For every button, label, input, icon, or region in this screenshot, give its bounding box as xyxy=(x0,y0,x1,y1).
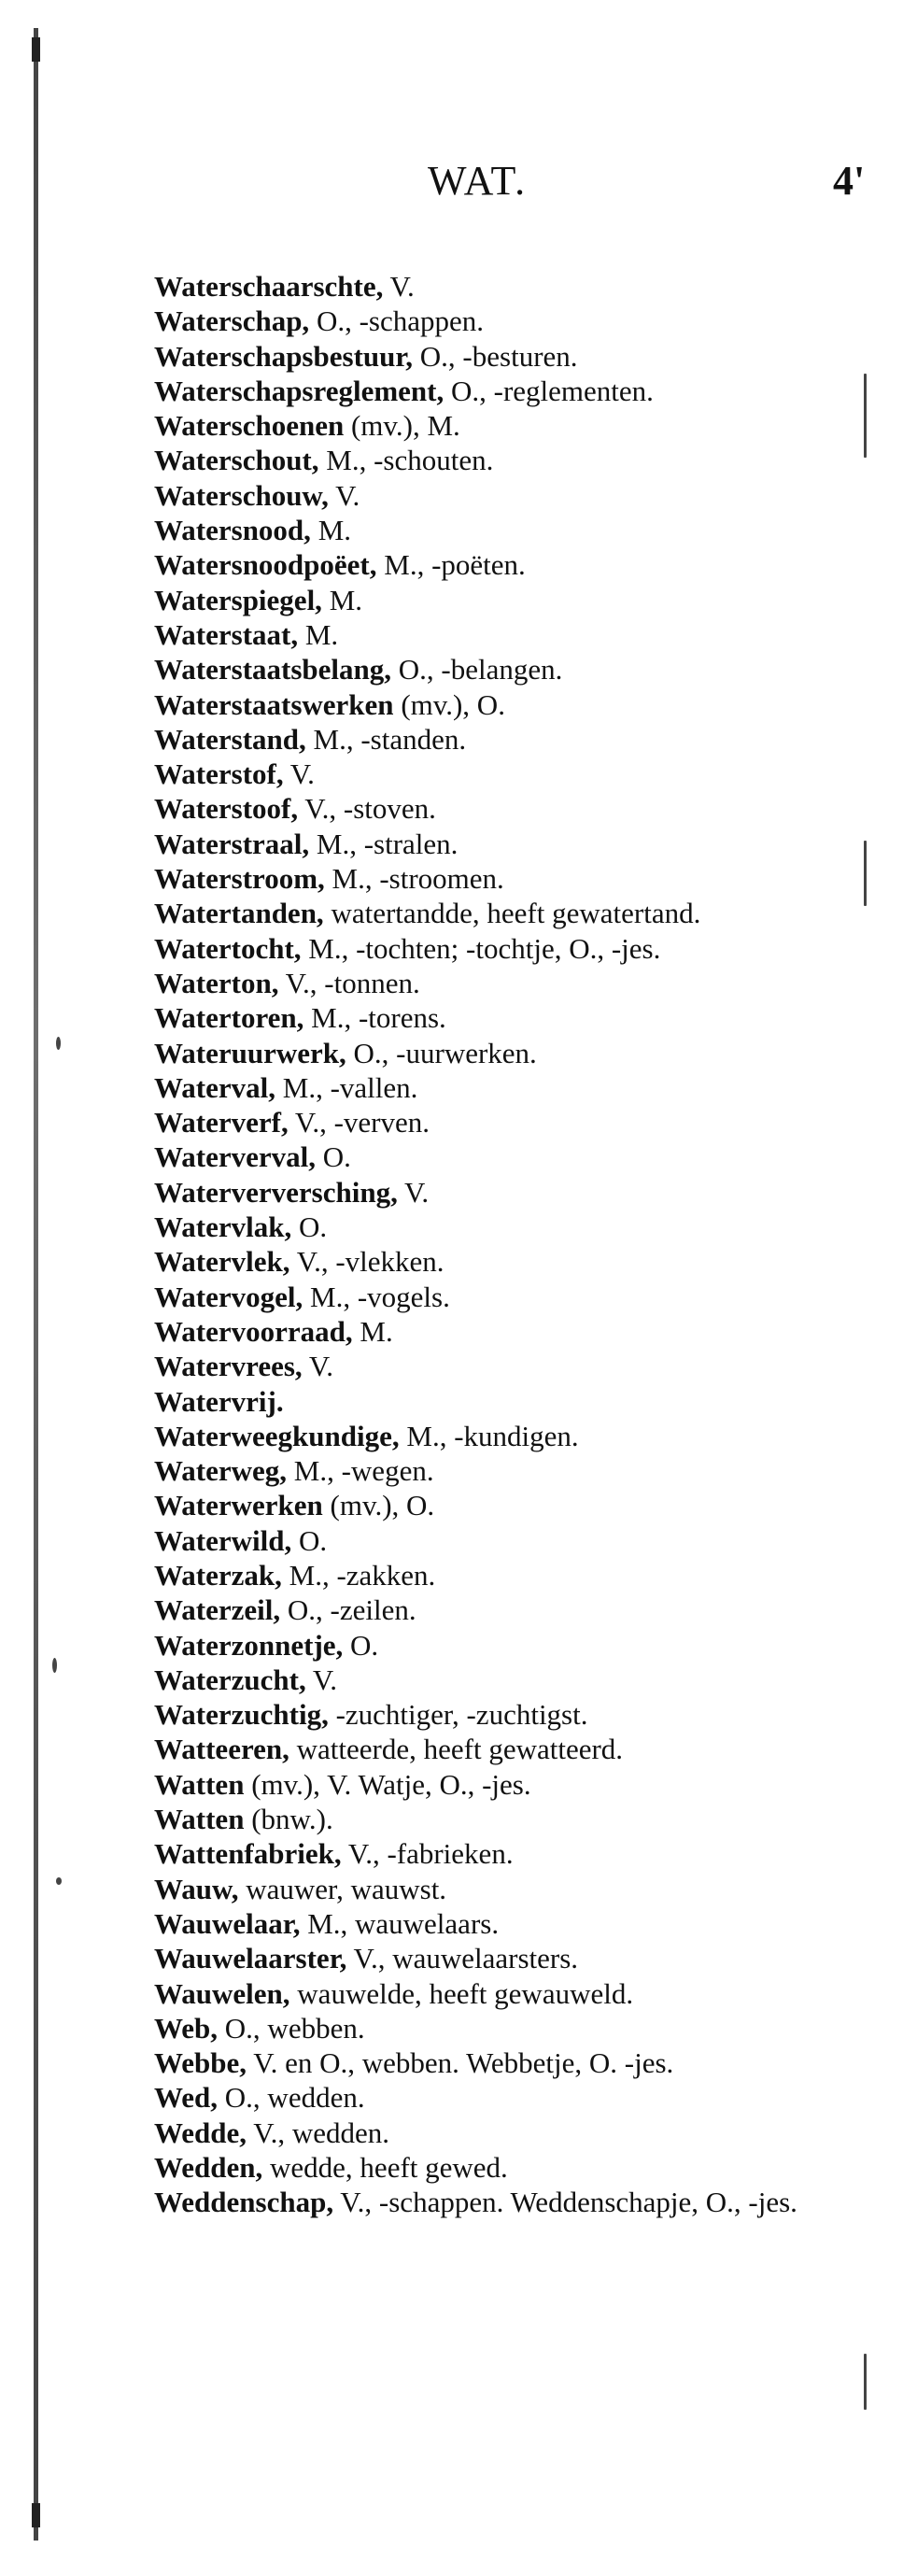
entry-headword: Waterschapsreglement, xyxy=(154,374,444,407)
entry-definition: M., -tochten; -tochtje, O., -jes. xyxy=(301,931,661,965)
entry-headword: Watervrij. xyxy=(154,1384,284,1418)
entry-headword: Waterstof, xyxy=(154,757,284,791)
dictionary-entry xyxy=(154,443,840,477)
page-title: WAT. xyxy=(428,158,528,204)
entry-definition: wauwer, wauwst. xyxy=(238,1872,447,1905)
dictionary-entry xyxy=(154,1941,840,1975)
entry-definition: (mv.), V. Watje, O., -jes. xyxy=(244,1767,531,1801)
entry-definition: O. xyxy=(343,1628,379,1662)
entry-definition: V. xyxy=(397,1175,430,1209)
dictionary-entry xyxy=(154,617,840,652)
binding-edge-rule xyxy=(34,28,38,2541)
dictionary-entry xyxy=(154,478,840,513)
entry-headword: Waterval, xyxy=(154,1070,275,1104)
entry-list xyxy=(154,269,840,2220)
entry-definition: O., -uurwerken. xyxy=(346,1036,537,1069)
entry-headword: Watertocht, xyxy=(154,931,302,965)
entry-definition: M., -standen. xyxy=(305,722,467,756)
dictionary-entry xyxy=(154,1419,840,1453)
entry-headword: Waterstoof, xyxy=(154,792,299,826)
dictionary-entry xyxy=(154,1802,840,1836)
entry-headword: Wauwelaarster, xyxy=(154,1942,347,1975)
entry-headword: Waterverval, xyxy=(154,1140,317,1174)
entry-headword: Waterschapsbestuur, xyxy=(154,339,414,373)
dictionary-entry xyxy=(154,1836,840,1871)
entry-headword: Wed, xyxy=(154,2081,219,2115)
dictionary-entry xyxy=(154,1384,840,1419)
entry-definition: V., -schappen. Weddenschapje, O., -jes. xyxy=(333,2186,797,2219)
entry-definition: O., -reglementen. xyxy=(444,374,654,407)
dictionary-entry xyxy=(154,1280,840,1314)
dictionary-entry xyxy=(154,1558,840,1592)
entry-definition: -zuchtiger, -zuchtigst. xyxy=(328,1698,588,1732)
entry-headword: Waterton, xyxy=(154,966,279,999)
entry-headword: Watersnood, xyxy=(154,514,311,547)
page-header xyxy=(0,157,903,213)
dictionary-entry xyxy=(154,304,840,338)
dictionary-entry xyxy=(154,687,840,722)
entry-headword: Waterzonnetje, xyxy=(154,1628,344,1662)
dictionary-entry xyxy=(154,757,840,791)
entry-definition: M., -poëten. xyxy=(376,548,526,582)
entry-definition: M. xyxy=(352,1314,393,1348)
dictionary-entry xyxy=(154,513,840,547)
dictionary-entry xyxy=(154,1000,840,1035)
entry-headword: Web, xyxy=(154,2011,219,2045)
entry-headword: Wauwelaar, xyxy=(154,1906,301,1940)
entry-definition: M. xyxy=(321,583,363,616)
entry-headword: Watteeren, xyxy=(154,1733,289,1766)
entry-headword: Waterzeil, xyxy=(154,1593,281,1627)
entry-definition: M., -vogels. xyxy=(303,1280,450,1313)
entry-definition: V. en O., webben. Webbetje, O. -jes. xyxy=(247,2046,674,2080)
entry-headword: Watersnoodpoëet, xyxy=(154,548,377,582)
entry-headword: Wedde, xyxy=(154,2116,247,2149)
dictionary-entry xyxy=(154,1139,840,1174)
entry-definition: V. xyxy=(328,478,360,512)
entry-definition: V., wedden. xyxy=(247,2116,390,2149)
dictionary-entry xyxy=(154,1976,840,2011)
entry-definition: wauwelde, heeft gewauweld. xyxy=(289,1976,634,2010)
entry-headword: Waterstaatswerken xyxy=(154,687,394,721)
entry-definition: M., -zakken. xyxy=(281,1558,436,1592)
entry-definition: V. xyxy=(283,757,315,791)
dictionary-entry xyxy=(154,791,840,826)
dictionary-entry xyxy=(154,1732,840,1766)
entry-headword: Waterschout, xyxy=(154,444,319,477)
print-speck xyxy=(864,2354,867,2410)
dictionary-entry xyxy=(154,583,840,617)
entry-headword: Watten xyxy=(154,1803,245,1836)
entry-definition: O., -schappen. xyxy=(309,304,484,338)
entry-definition: watertandde, heeft gewatertand. xyxy=(323,897,701,930)
entry-headword: Waterstraal, xyxy=(154,827,310,860)
dictionary-entry xyxy=(154,966,840,1000)
entry-headword: Wateruurwerk, xyxy=(154,1036,346,1069)
entry-definition: M., wauwelaars. xyxy=(300,1906,500,1940)
entry-headword: Waterwerken xyxy=(154,1489,323,1522)
entry-headword: Watervlek, xyxy=(154,1245,290,1279)
dictionary-entry xyxy=(154,2116,840,2150)
dictionary-entry xyxy=(154,1767,840,1802)
entry-headword: Waterverf, xyxy=(154,1106,289,1139)
entry-definition: O., -belangen. xyxy=(391,653,563,686)
print-speck xyxy=(864,374,867,458)
entry-definition: V., -tonnen. xyxy=(278,966,420,999)
dictionary-entry xyxy=(154,2045,840,2080)
entry-definition: watteerde, heeft gewatteerd. xyxy=(289,1733,624,1766)
entry-definition: M., -kundigen. xyxy=(399,1419,579,1452)
dictionary-entry xyxy=(154,2011,840,2045)
entry-definition: M., -torens. xyxy=(303,1001,446,1035)
dictionary-entry xyxy=(154,1697,840,1732)
entry-definition: wedde, heeft gewed. xyxy=(262,2151,508,2185)
print-speck xyxy=(864,841,867,906)
dictionary-entry xyxy=(154,408,840,443)
dictionary-entry xyxy=(154,1906,840,1941)
entry-headword: Watervoorraad, xyxy=(154,1314,353,1348)
entry-headword: Waterzak, xyxy=(154,1558,282,1592)
entry-headword: Watertoren, xyxy=(154,1001,304,1035)
entry-headword: Watervogel, xyxy=(154,1280,303,1313)
entry-definition: M., -schouten. xyxy=(318,444,494,477)
entry-headword: Waterschaarschte, xyxy=(154,270,384,303)
entry-definition: V., -fabrieken. xyxy=(341,1837,514,1871)
entry-headword: Waterweg, xyxy=(154,1454,288,1488)
entry-headword: Waterstand, xyxy=(154,722,306,756)
entry-definition: M., -stroomen. xyxy=(324,862,504,896)
entry-headword: Webbe, xyxy=(154,2046,247,2080)
entry-headword: Waterweegkundige, xyxy=(154,1419,400,1452)
entry-definition: V. xyxy=(383,270,415,303)
entry-definition: V., -verven. xyxy=(288,1106,430,1139)
entry-headword: Waterstaat, xyxy=(154,617,299,651)
dictionary-entry xyxy=(154,1105,840,1139)
entry-definition: O. xyxy=(291,1210,328,1244)
entry-headword: Waterspiegel, xyxy=(154,583,322,616)
entry-headword: Wattenfabriek, xyxy=(154,1837,342,1871)
entry-definition: O., webben. xyxy=(218,2011,365,2045)
dictionary-entry xyxy=(154,1349,840,1383)
entry-definition: M., -wegen. xyxy=(287,1454,434,1488)
page-number: 4' xyxy=(833,158,866,204)
dictionary-entry xyxy=(154,547,840,582)
dictionary-entry xyxy=(154,1175,840,1210)
entry-headword: Watten xyxy=(154,1767,245,1801)
entry-headword: Watertanden, xyxy=(154,897,324,930)
dictionary-entry xyxy=(154,652,840,686)
print-speck xyxy=(56,1037,61,1050)
dictionary-entry xyxy=(154,1314,840,1349)
entry-definition: (bnw.). xyxy=(244,1803,333,1836)
dictionary-entry xyxy=(154,1210,840,1244)
binding-edge-mark xyxy=(32,37,40,62)
dictionary-entry xyxy=(154,2150,840,2185)
dictionary-entry xyxy=(154,1244,840,1279)
print-speck xyxy=(52,1658,57,1673)
entry-headword: Wauw, xyxy=(154,1872,239,1905)
entry-definition: V. xyxy=(305,1663,338,1696)
print-speck xyxy=(56,1877,62,1885)
dictionary-entry xyxy=(154,722,840,757)
dictionary-entry xyxy=(154,1663,840,1697)
entry-definition: O. xyxy=(316,1140,351,1174)
dictionary-entry xyxy=(154,1488,840,1522)
dictionary-entry xyxy=(154,931,840,966)
entry-headword: Weddenschap, xyxy=(154,2186,334,2219)
binding-edge-mark xyxy=(32,2503,40,2527)
dictionary-entry xyxy=(154,269,840,304)
entry-headword: Watervrees, xyxy=(154,1350,303,1383)
entry-definition: (mv.), M. xyxy=(344,409,460,443)
entry-headword: Waterschoenen xyxy=(154,409,345,443)
entry-definition: V., wauwelaarsters. xyxy=(346,1942,579,1975)
entry-headword: Waterzucht, xyxy=(154,1663,306,1696)
dictionary-entry xyxy=(154,1592,840,1627)
entry-headword: Waterschouw, xyxy=(154,478,329,512)
entry-headword: Waterzuchtig, xyxy=(154,1698,329,1732)
entry-definition: (mv.), O. xyxy=(322,1489,435,1522)
entry-definition: V., -stoven. xyxy=(298,792,436,826)
entry-headword: Waterstroom, xyxy=(154,862,325,896)
dictionary-entry xyxy=(154,2185,840,2219)
entry-headword: Waterwild, xyxy=(154,1523,292,1557)
entry-definition: V. xyxy=(302,1350,334,1383)
dictionary-entry xyxy=(154,1453,840,1488)
entry-definition: O., -zeilen. xyxy=(280,1593,416,1627)
dictionary-entry xyxy=(154,896,840,930)
dictionary-entry xyxy=(154,339,840,374)
dictionary-entry xyxy=(154,1523,840,1558)
entry-headword: Wedden, xyxy=(154,2151,263,2185)
entry-definition: V., -vlekken. xyxy=(289,1245,444,1279)
entry-definition: (mv.), O. xyxy=(393,687,505,721)
entry-definition: O., -besturen. xyxy=(413,339,578,373)
dictionary-entry xyxy=(154,1872,840,1906)
dictionary-entry xyxy=(154,827,840,861)
entry-definition: M. xyxy=(298,617,339,651)
dictionary-entry xyxy=(154,374,840,408)
entry-headword: Waterstaatsbelang, xyxy=(154,653,392,686)
dictionary-entry xyxy=(154,861,840,896)
dictionary-entry xyxy=(154,2080,840,2115)
dictionary-entry xyxy=(154,1036,840,1070)
entry-definition: M. xyxy=(310,514,352,547)
entry-definition: O., wedden. xyxy=(218,2081,365,2115)
entry-headword: Waterverversching, xyxy=(154,1175,398,1209)
entry-definition: M., -stralen. xyxy=(309,827,459,860)
dictionary-entry xyxy=(154,1070,840,1105)
entry-headword: Waterschap, xyxy=(154,304,310,338)
entry-definition: O. xyxy=(291,1523,328,1557)
entry-headword: Watervlak, xyxy=(154,1210,292,1244)
dictionary-entry xyxy=(154,1628,840,1663)
entry-headword: Wauwelen, xyxy=(154,1976,290,2010)
entry-definition: M., -vallen. xyxy=(275,1070,418,1104)
